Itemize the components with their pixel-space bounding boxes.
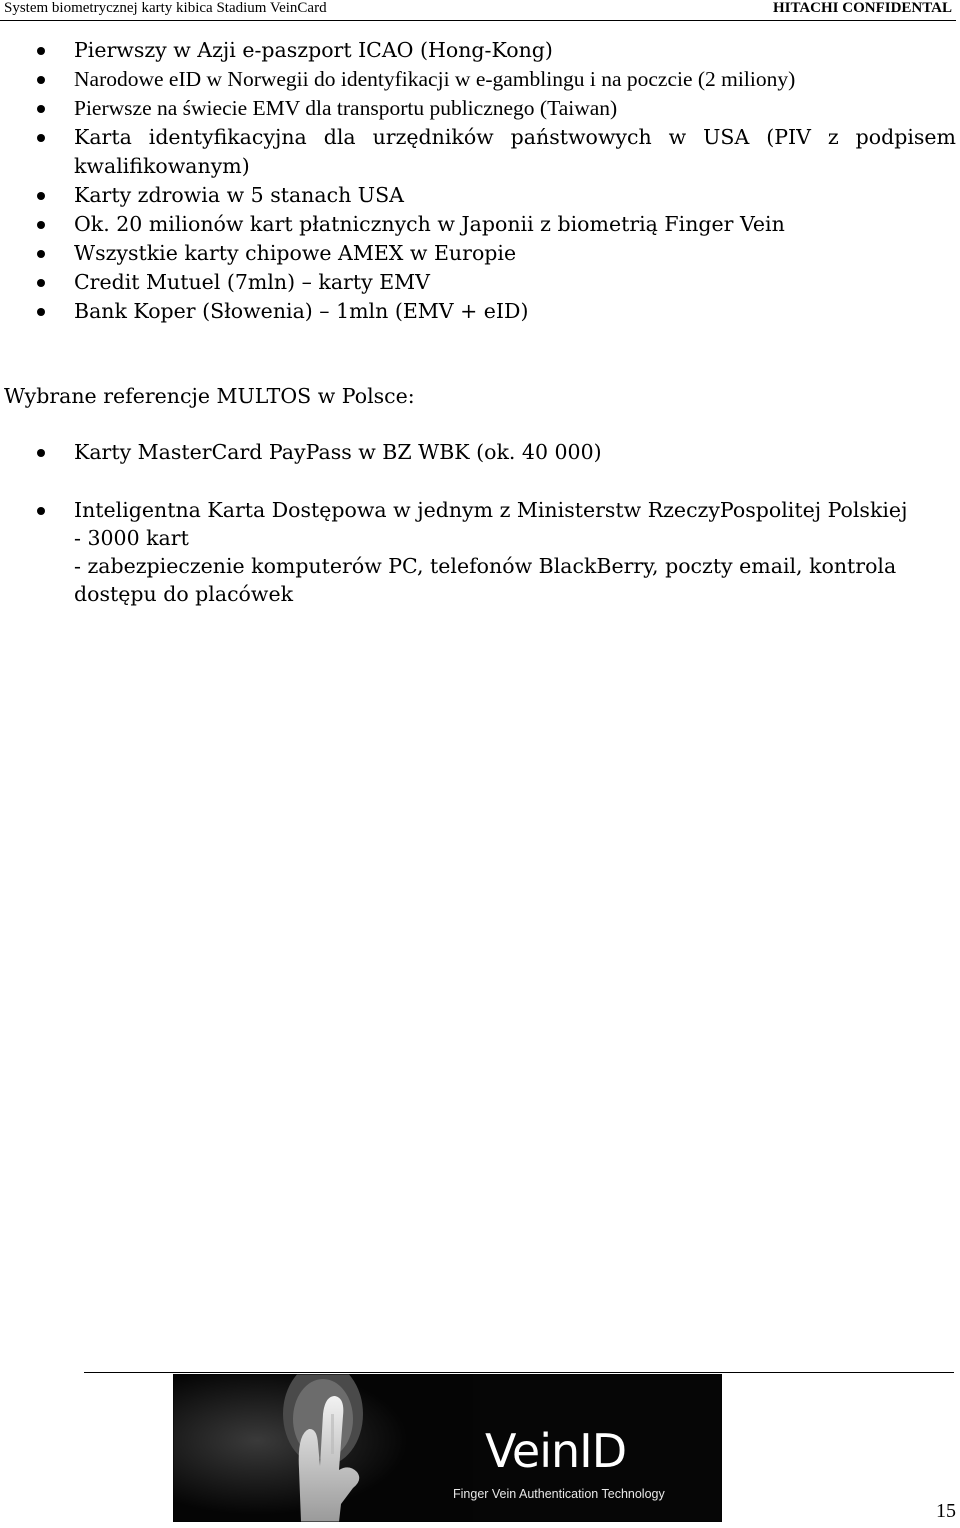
bullet-icon (37, 134, 45, 142)
page-header (0, 0, 956, 21)
page-number: 15 (936, 1500, 956, 1522)
veinid-banner (173, 1374, 722, 1522)
multos-list-2 (0, 496, 960, 608)
list-item: Ok. 20 milionów kart płatnicznych w Japonii z biometrią Finger Vein (0, 210, 960, 239)
list-item: Inteligentna Karta Dostępowa w jednym z Ministerstw RzeczyPospolitej Polskiej - 3000 kart - zabezpieczenie komputerów PC, telefonów BlackBerry, poczty email, kontrola dostępu do placówek (0, 496, 960, 608)
list-item: Karty zdrowia w 5 stanach USA (0, 181, 960, 210)
list-item: Wszystkie karty chipowe AMEX w Europie (0, 239, 960, 268)
bullet-icon (37, 507, 45, 515)
bullet-icon (37, 192, 45, 200)
bullet-icon (37, 47, 45, 55)
veinid-logo: VeinID (485, 1424, 627, 1478)
list-item: Karty MasterCard PayPass w BZ WBK (ok. 40 000) (0, 438, 960, 466)
bullet-icon (37, 449, 45, 457)
header-confidential: HITACHI CONFIDENTAL (772, 0, 952, 16)
banner-tagline: Finger Vein Authentication Technology (453, 1487, 665, 1501)
section-heading: Wybrane referencje MULTOS w Polsce: (4, 384, 415, 408)
bullet-icon (37, 221, 45, 229)
bullet-icon (37, 308, 45, 316)
header-title: System biometrycznej karty kibica Stadium VeinCard (4, 0, 327, 16)
footer-divider (84, 1372, 954, 1373)
list-item: Credit Mutuel (7mln) – karty EMV (0, 268, 960, 297)
list-item: Pierwszy w Azji e-paszport ICAO (Hong-Kong) (0, 36, 960, 65)
list-item: Narodowe eID w Norwegii do identyfikacji w e-gamblingu i na poczcie (2 miliony) (0, 65, 960, 94)
list-item: Bank Koper (Słowenia) – 1mln (EMV + eID) (0, 297, 960, 326)
bullet-icon (37, 250, 45, 258)
bullet-icon (37, 105, 45, 113)
reference-list (0, 36, 960, 326)
bullet-icon (37, 76, 45, 84)
list-item: Karta identyfikacyjna dla urzędników państwowych w USA (PIV z podpisem kwalifikowanym) (0, 123, 960, 181)
multos-list (0, 438, 960, 466)
bullet-icon (37, 279, 45, 287)
list-item: Pierwsze na świecie EMV dla transportu publicznego (Taiwan) (0, 94, 960, 123)
